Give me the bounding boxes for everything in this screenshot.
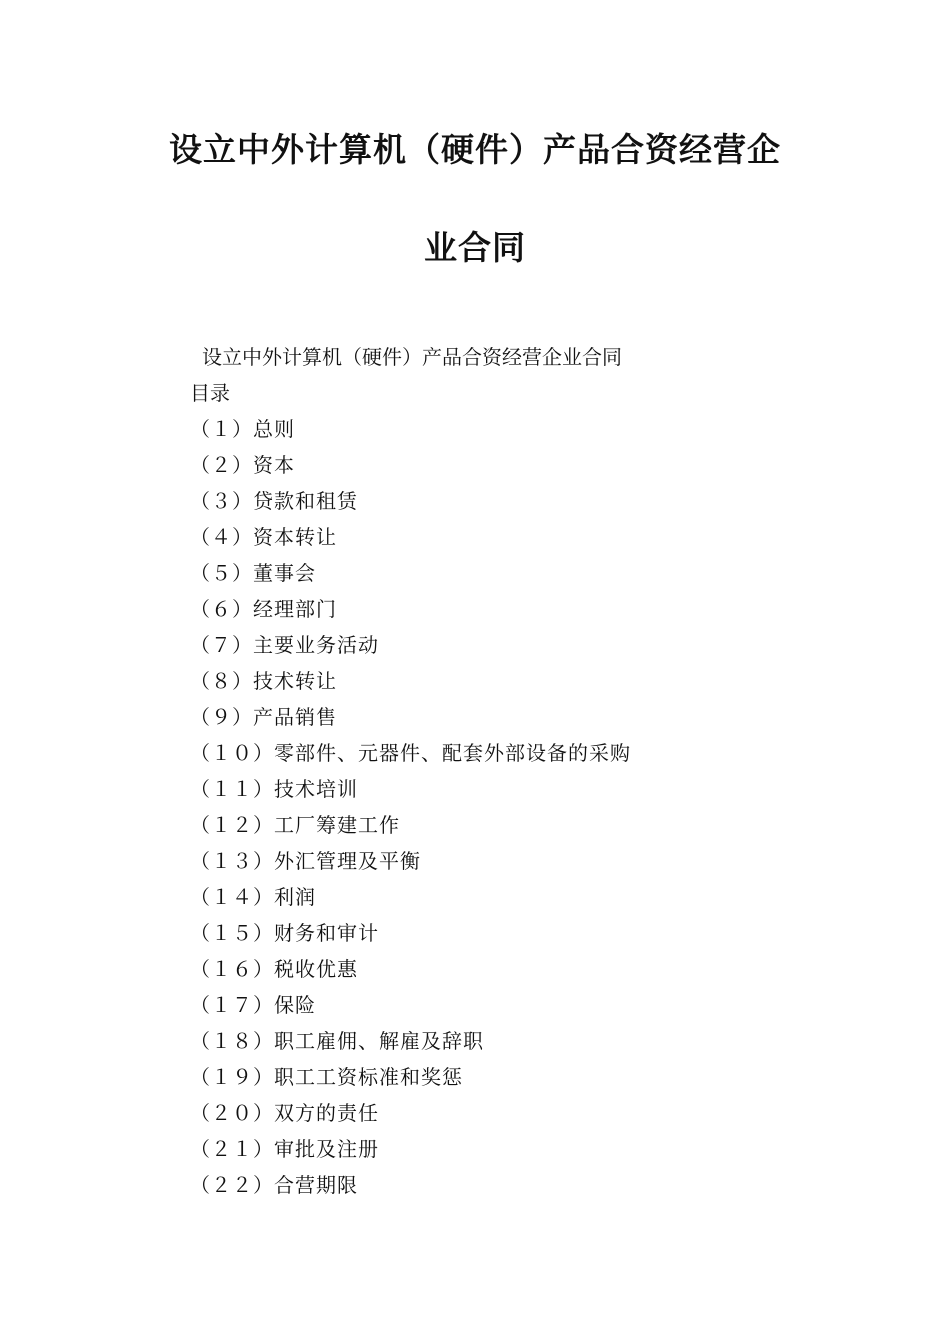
toc-item: （６）经理部门 — [190, 597, 337, 621]
toc-item: （１５）财务和审计 — [190, 921, 379, 945]
toc-heading: 目录 — [190, 381, 230, 405]
toc-item: （１１）技术培训 — [190, 777, 358, 801]
toc-item: （１４）利润 — [190, 885, 316, 909]
toc-item: （１３）外汇管理及平衡 — [190, 849, 421, 873]
toc-item: （４）资本转让 — [190, 525, 337, 549]
toc-item: （１９）职工工资标准和奖惩 — [190, 1065, 463, 1089]
toc-item: （５）董事会 — [190, 561, 316, 585]
toc-item: （２２）合营期限 — [190, 1173, 358, 1197]
toc-item: （１８）职工雇佣、解雇及辞职 — [190, 1029, 484, 1053]
document-subtitle: 设立中外计算机（硬件）产品合资经营企业合同 — [202, 345, 622, 369]
toc-item: （１０）零部件、元器件、配套外部设备的采购 — [190, 741, 631, 765]
table-of-contents — [190, 415, 631, 1207]
document-title-line-1: 设立中外计算机（硬件）产品合资经营企 — [169, 130, 781, 169]
toc-item: （９）产品销售 — [190, 705, 337, 729]
toc-item: （８）技术转让 — [190, 669, 337, 693]
toc-item: （１７）保险 — [190, 993, 316, 1017]
toc-item: （３）贷款和租赁 — [190, 489, 358, 513]
toc-item: （１）总则 — [190, 417, 295, 441]
toc-item: （１２）工厂筹建工作 — [190, 813, 400, 837]
toc-item: （２０）双方的责任 — [190, 1101, 379, 1125]
toc-item: （１６）税收优惠 — [190, 957, 358, 981]
document-title-line-2: 业合同 — [424, 228, 526, 267]
toc-item: （７）主要业务活动 — [190, 633, 379, 657]
toc-item: （２１）审批及注册 — [190, 1137, 379, 1161]
toc-item: （２）资本 — [190, 453, 295, 477]
